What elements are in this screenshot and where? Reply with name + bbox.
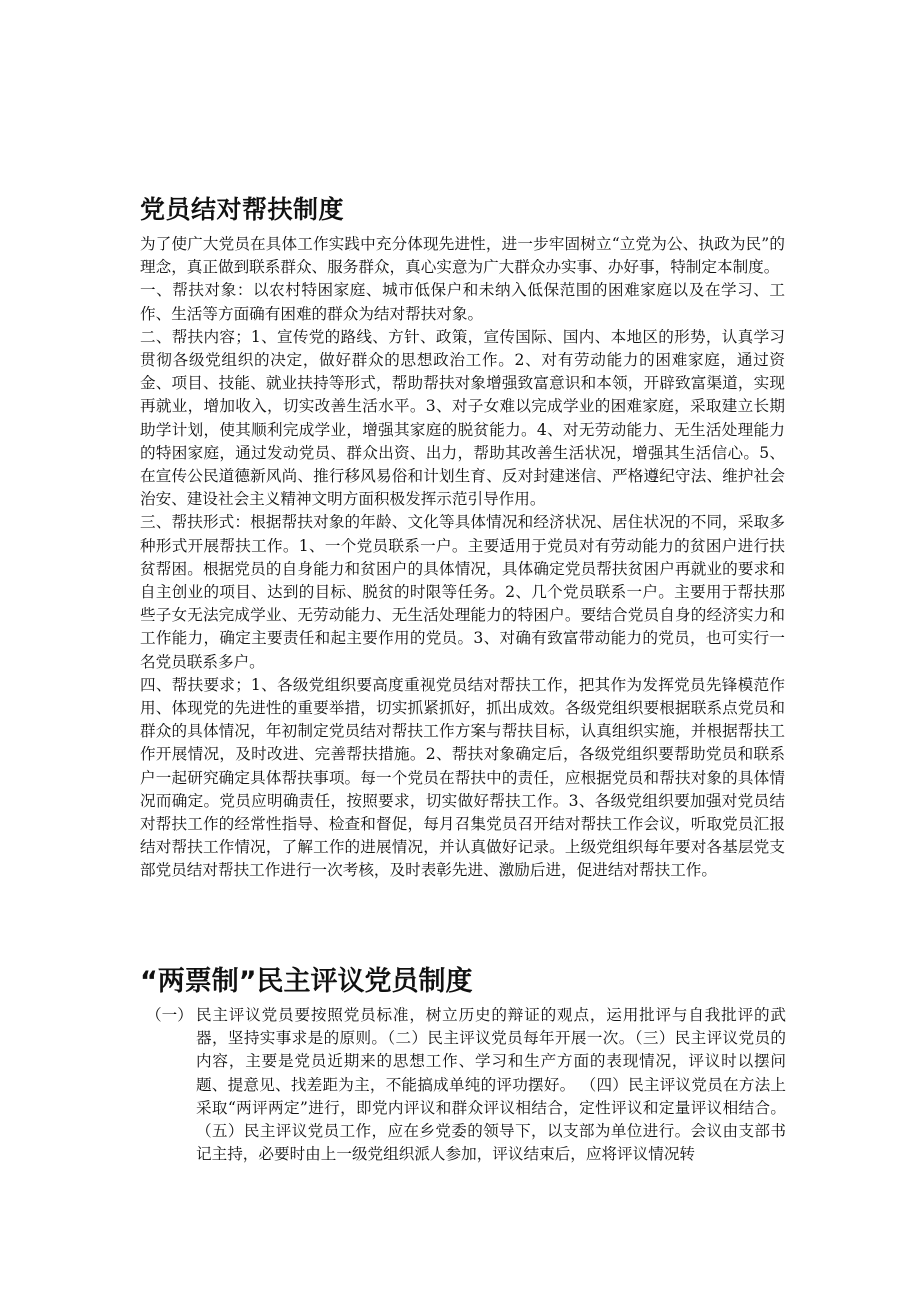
paragraph-requirements: 四、帮扶要求；1、各级党组织要高度重视党员结对帮扶工作，把其作为发挥党员先锋模范作用、体现党的先进性的重要举措，切实抓紧抓好，抓出成效。各级党组织要根据联系点党员和群众的具体情况，年初制定党员结对帮扶工作方案与帮扶目标，认真组织实施，并根据帮扶工作开展情况，及时改进、完善帮扶措施。2、帮扶对象确定后，各级党组织要帮助党员和联系户一起研究确定具体帮扶事项。每一个党员在帮扶中的责任，应根据党员和帮扶对象的具体情况而确定。党员应明确责任，按照要求，切实做好帮扶工作。3、各级党组织要加强对党员结对帮扶工作的经常性指导、检查和督促，每月召集党员召开结对帮扶工作会议，听取党员汇报结对帮扶工作情况，了解工作的进展情况，并认真做好记录。上级党组织每年要对各基层党支部党员结对帮扶工作进行一次考核，及时表彰先进、激励后进，促进结对帮扶工作。 <box>140 675 785 880</box>
section-title-democratic-evaluation: “两票制”民主评议党员制度 <box>140 966 473 997</box>
section-body-pairing <box>140 233 785 883</box>
section-title-party-member-pairing: 党员结对帮扶制度 <box>140 195 345 224</box>
paragraph-targets: 一、帮扶对象：以农村特困家庭、城市低保户和未纳入低保范围的困难家庭以及在学习、工作、生活等方面确有困难的群众为结对帮扶对象。 <box>140 281 785 323</box>
list-item <box>146 1004 786 1166</box>
paragraph-intro: 为了使广大党员在具体工作实践中充分体现先进性，进一步牢固树立“立党为公、执政为民”的理念，真正做到联系群众、服务群众，真心实意为广大群众办实事、办好事，特制定本制度。 <box>140 235 785 277</box>
item-number: （一） <box>146 1006 193 1024</box>
paragraph-forms: 三、帮扶形式：根据帮扶对象的年龄、文化等具体情况和经济状况、居住状况的不同，采取多种形式开展帮扶工作。1、一个党员联系一户。主要适用于党员对有劳动能力的贫困户进行扶贫帮困。根据党员的自身能力和贫困户的具体情况，具体确定党员帮扶贫困户再就业的要求和自主创业的项目、达到的目标、脱贫的时限等任务。2、几个党员联系一户。主要用于帮扶那些子女无法完成学业、无劳动能力、无生活处理能力的特困户。要结合党员自身的经济实力和工作能力，确定主要责任和起主要作用的党员。3、对确有致富带动能力的党员，也可实行一名党员联系多户。 <box>140 513 785 671</box>
item-text: 民主评议党员要按照党员标准，树立历史的辩证的观点，运用批评与自我批评的武器，坚持实事求是的原则。（二）民主评议党员每年开展一次。（三）民主评议党员的内容，主要是党员近期来的思想工作、学习和生产方面的表现情况，评议时以摆问题、提意见、找差距为主，不能搞成单纯的评功摆好。 （四）民主评议党员在方法上采取“两评两定”进行，即党内评议和群众评议相结合，定性评议和定量评议相结合。（五）民主评议党员工作，应在乡党委的领导下，以支部为单位进行。会议由支部书记主持，必要时由上一级党组织派人参加，评议结束后，应将评议情况转 <box>196 1006 786 1164</box>
paragraph-content: 二、帮扶内容；1、宣传党的路线、方针、政策，宣传国际、国内、本地区的形势，认真学习贯彻各级党组织的决定，做好群众的思想政治工作。2、对有劳动能力的困难家庭，通过资金、项目、技能、就业扶持等形式，帮助帮扶对象增强致富意识和本领，开辟致富渠道，实现再就业，增加收入，切实改善生活水平。3、对子女难以完成学业的困难家庭，采取建立长期助学计划，使其顺利完成学业，增强其家庭的脱贫能力。4、对无劳动能力、无生活处理能力的特困家庭，通过发动党员、群众出资、出力，帮助其改善生活状况，增强其生活信心。5、在宣传公民道德新风尚、推行移风易俗和计划生育、反对封建迷信、严格遵纪守法、维护社会治安、建设社会主义精神文明方面积极发挥示范引导作用。 <box>140 327 785 509</box>
